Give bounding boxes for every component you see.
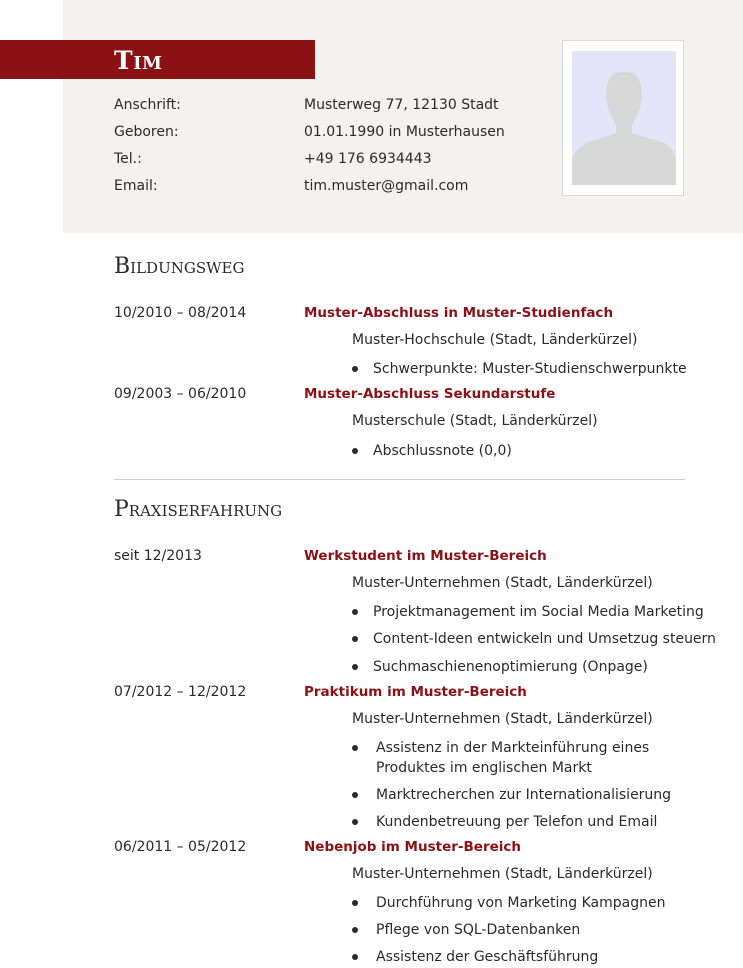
list-item-text: Kundenbetreuung per Telefon und Email — [376, 814, 658, 830]
experience-date: 07/2012 – 12/2012 — [114, 684, 247, 700]
contact-row-birth — [114, 124, 534, 144]
experience-company: Muster-Unternehmen (Stadt, Länderkürzel) — [352, 866, 653, 882]
experience-title: Nebenjob im Muster-Bereich — [304, 839, 521, 855]
list-item-text: Assistenz der Geschäftsführung — [376, 949, 599, 965]
experience-date: 06/2011 – 05/2012 — [114, 839, 247, 855]
bullet-icon — [352, 927, 358, 933]
bullet-icon — [352, 366, 358, 372]
bullet-icon — [352, 636, 358, 642]
list-item-text: Abschlussnote (0,0) — [373, 443, 512, 459]
list-item-text: Content-Ideen entwickeln und Umsetzug steuern — [373, 631, 716, 647]
bullet-icon — [352, 745, 358, 751]
experience-heading: Praxiserfahrung — [114, 497, 283, 522]
list-item-text: Produktes im englischen Markt — [376, 760, 592, 776]
education-title: Muster-Abschluss in Muster-Studienfach — [304, 305, 614, 321]
contact-value: tim.muster@gmail.com — [304, 178, 469, 194]
person-silhouette-icon — [572, 51, 676, 185]
list-item-text: Projektmanagement im Social Media Marketing — [373, 604, 704, 620]
list-item-text: Suchmaschienenoptimierung (Onpage) — [373, 659, 648, 675]
education-institution: Musterschule (Stadt, Länderkürzel) — [352, 413, 598, 429]
experience-company: Muster-Unternehmen (Stadt, Länderkürzel) — [352, 575, 653, 591]
list-item-text: Pflege von SQL-Datenbanken — [376, 922, 581, 938]
bullet-icon — [352, 792, 358, 798]
section-divider — [114, 479, 685, 480]
contact-label: Tel.: — [114, 151, 142, 167]
contact-value: Musterweg 77, 12130 Stadt — [304, 97, 499, 113]
list-item-text: Assistenz in der Markteinführung eines — [376, 740, 650, 756]
education-date: 10/2010 – 08/2014 — [114, 305, 247, 321]
avatar — [572, 51, 676, 185]
list-item-text: Marktrecherchen zur Internationalisierung — [376, 787, 672, 803]
bullet-icon — [352, 609, 358, 615]
experience-title: Praktikum im Muster-Bereich — [304, 684, 527, 700]
list-item-text: Schwerpunkte: Muster-Studienschwerpunkte — [373, 361, 687, 377]
experience-company: Muster-Unternehmen (Stadt, Länderkürzel) — [352, 711, 653, 727]
contact-value: 01.01.1990 in Musterhausen — [304, 124, 505, 140]
bullet-icon — [352, 900, 358, 906]
contact-row-email — [114, 178, 534, 198]
person-name: Tim — [114, 46, 163, 75]
contact-label: Email: — [114, 178, 158, 194]
contact-label: Anschrift: — [114, 97, 181, 113]
bullet-icon — [352, 448, 358, 454]
education-title: Muster-Abschluss Sekundarstufe — [304, 386, 556, 402]
bullet-icon — [352, 954, 358, 960]
contact-row-phone — [114, 151, 534, 171]
education-institution: Muster-Hochschule (Stadt, Länderkürzel) — [352, 332, 638, 348]
education-heading: Bildungsweg — [114, 254, 245, 279]
list-item-text: Durchführung von Marketing Kampagnen — [376, 895, 666, 911]
experience-date: seit 12/2013 — [114, 548, 202, 564]
contact-label: Geboren: — [114, 124, 179, 140]
contact-value: +49 176 6934443 — [304, 151, 432, 167]
contact-row-address — [114, 97, 534, 117]
bullet-icon — [352, 819, 358, 825]
education-date: 09/2003 – 06/2010 — [114, 386, 247, 402]
profile-photo-frame — [562, 40, 684, 196]
experience-title: Werkstudent im Muster-Bereich — [304, 548, 547, 564]
bullet-icon — [352, 664, 358, 670]
